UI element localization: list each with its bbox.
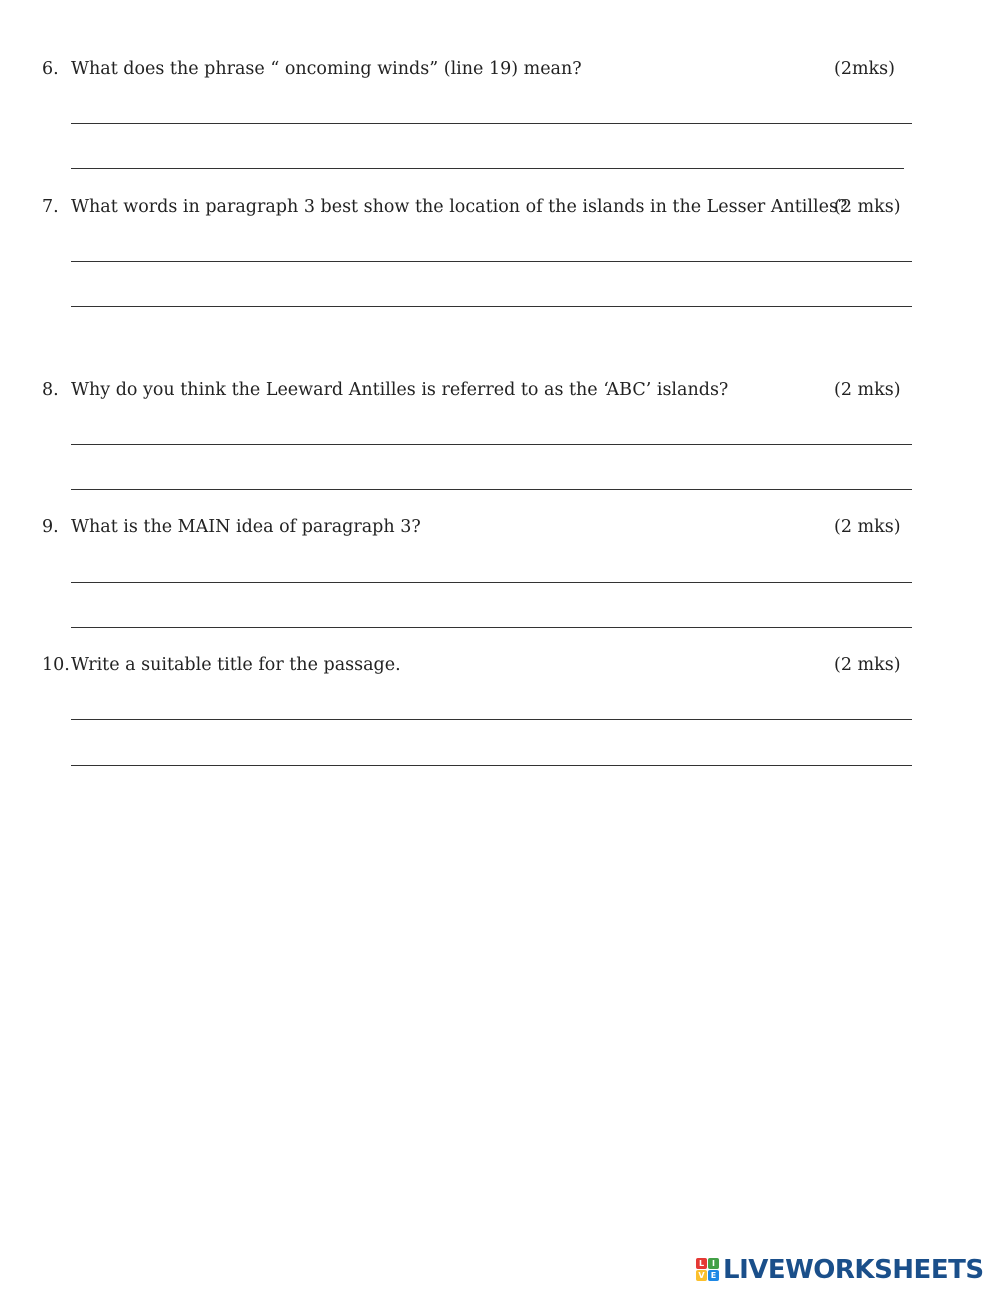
question-number: 9. xyxy=(42,517,59,537)
answer-line[interactable] xyxy=(71,444,912,445)
question-marks: (2 mks) xyxy=(834,197,901,217)
question-text: Write a suitable title for the passage. xyxy=(71,655,401,675)
question-text: Why do you think the Leeward Antilles is referred to as the ‘ABC’ islands? xyxy=(71,380,729,400)
question-number: 7. xyxy=(42,197,59,217)
answer-line[interactable] xyxy=(71,765,912,766)
answer-line[interactable] xyxy=(71,719,912,720)
answer-line[interactable] xyxy=(71,582,912,583)
question-number: 10. xyxy=(42,655,70,675)
logo-letter-e: E xyxy=(708,1270,719,1281)
answer-line[interactable] xyxy=(71,123,912,124)
answer-line[interactable] xyxy=(71,489,912,490)
question-marks: (2mks) xyxy=(834,59,895,79)
answer-line[interactable] xyxy=(71,627,912,628)
question-text: What is the MAIN idea of paragraph 3? xyxy=(71,517,421,537)
question-marks: (2 mks) xyxy=(834,380,901,400)
question-marks: (2 mks) xyxy=(834,655,901,675)
answer-line[interactable] xyxy=(71,306,912,307)
answer-line[interactable] xyxy=(71,168,904,169)
question-number: 8. xyxy=(42,380,59,400)
question-text: What does the phrase “ oncoming winds” (line 19) mean? xyxy=(71,59,582,79)
logo-letter-v: V xyxy=(696,1270,707,1281)
logo-letter-l: L xyxy=(696,1258,707,1269)
liveworksheets-logo[interactable] xyxy=(696,1254,996,1284)
logo-letter-i: I xyxy=(708,1258,719,1269)
question-text: What words in paragraph 3 best show the location of the islands in the Lesser Antilles? xyxy=(71,197,848,217)
logo-wordmark: LIVEWORKSHEETS xyxy=(723,1255,984,1285)
question-marks: (2 mks) xyxy=(834,517,901,537)
logo-icon xyxy=(696,1258,720,1282)
answer-line[interactable] xyxy=(71,261,912,262)
question-number: 6. xyxy=(42,59,59,79)
